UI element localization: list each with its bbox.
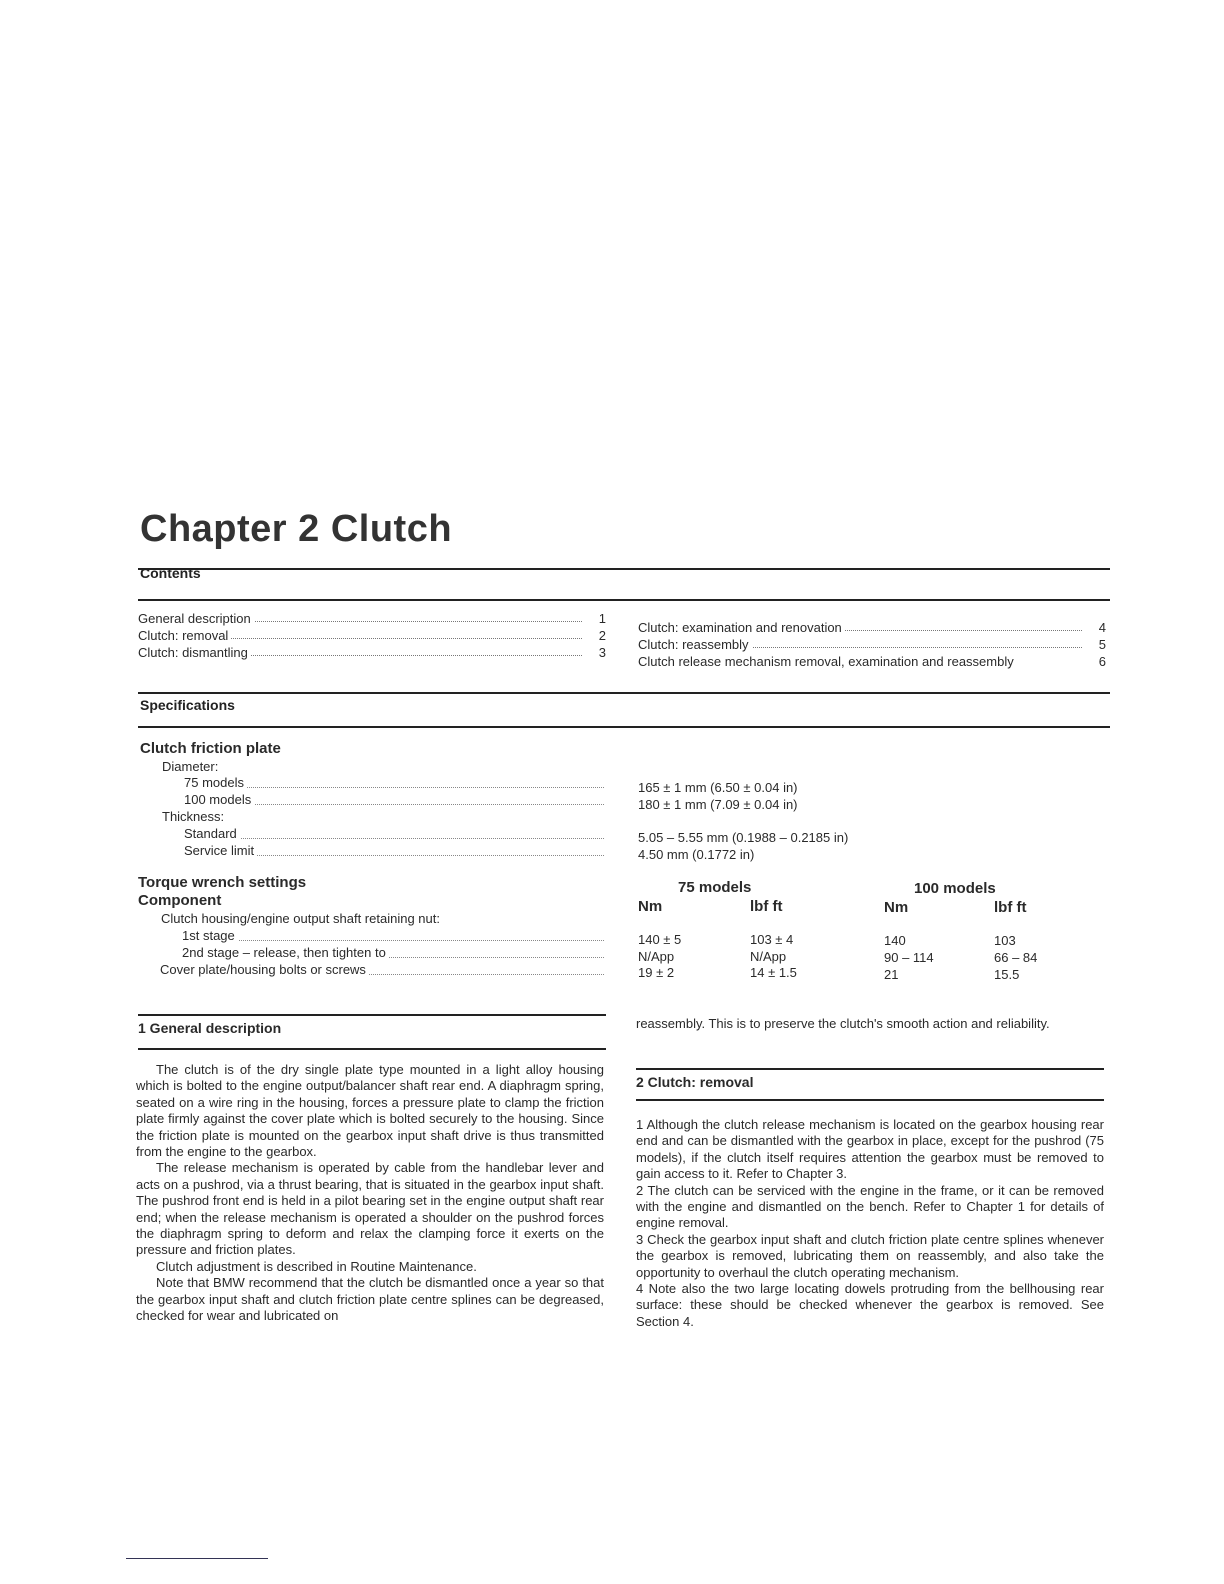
section1-continuation (636, 1016, 1104, 1032)
service-limit-value: 4.50 mm (0.1772 in) (638, 847, 755, 862)
diameter-100-value: 180 ± 1 mm (7.09 ± 0.04 in) (638, 797, 798, 812)
torque-cell: 103 (994, 933, 1016, 948)
section1-paragraph: The release mechanism is operated by cable from the handlebar lever and acts on a pushrod, via a thrust bearing, that is situated in the gearbox input shaft. The pushrod front end is held in a pilot bearing set in the engine output shaft rear end; when the release mechanism is operated a shoulder on the pushrod forces the diaphragm spring to deform and relax the clamping force it exerts on the pressure and friction plates. (136, 1160, 604, 1258)
section1-paragraph-cont: reassembly. This is to preserve the clutch's smooth action and reliability. (636, 1016, 1050, 1031)
toc-item-clutch-dismantling[interactable]: Clutch: dismantling 3 (138, 645, 606, 660)
stage1-label: 1st stage (182, 928, 238, 944)
nm-100-header: Nm (884, 899, 909, 916)
lbfft-100-header: lbf ft (994, 899, 1027, 916)
section1-paragraph: Clutch adjustment is described in Routine Maintenance. (156, 1258, 477, 1274)
component-heading: Component (138, 892, 222, 909)
models-75-heading: 75 models (678, 879, 752, 896)
torque-cell: 140 ± 5 (638, 932, 682, 947)
section1-body (136, 1062, 604, 1325)
section2-paragraph: 1 Although the clutch release mechanism is located on the gearbox housing rear end and can be dismantled with the gearbox in place, except for the pushrod (75 models), if the clutch itself requires attention the gearbox must be removed to gain access to it. Refer to Chapter 3. (636, 1117, 1104, 1182)
toc-item-reassembly[interactable]: Clutch: reassembly 5 (638, 637, 1106, 652)
lbfft-75-header: lbf ft (750, 898, 783, 915)
nm-75-header: Nm (638, 898, 663, 915)
section1-paragraph: The clutch is of the dry single plate type mounted in a light alloy housing which is bolted to the engine output/balancer shaft rear end. A diaphragm spring, seated on a wire ring in the housing, forces a pressure plate to clamp the friction plate firmly against the cover plate which is bolted securely to the housing. Since the friction plate is mounted on the gearbox input shaft drive is thus transmitted from the engine to the gearbox. (136, 1062, 604, 1160)
diameter-100-label: 100 models (184, 792, 254, 808)
torque-cell: 15.5 (994, 967, 1020, 982)
specs-heading: Specifications (140, 697, 235, 713)
service-limit-label: Service limit (184, 843, 257, 859)
torque-cell: N/App (638, 949, 675, 964)
section1-paragraph: Note that BMW recommend that the clutch be dismantled once a year so that the gearbox input shaft and clutch friction plate centre splines can be degreased, checked for wear and lubricated on (136, 1275, 604, 1324)
diameter-75-label: 75 models (184, 775, 247, 791)
specs-top-rule (138, 692, 1110, 694)
torque-heading: Torque wrench settings (138, 874, 307, 891)
section2-paragraph: 2 The clutch can be serviced with the engine in the frame, or it can be removed with the engine and dismantled on the bench. Refer to Chapter 1 for details of engine removal. (636, 1182, 1104, 1231)
torque-cell: 66 – 84 (994, 950, 1038, 965)
friction-plate-heading: Clutch friction plate (140, 740, 281, 757)
torque-cell: 140 (884, 933, 906, 948)
contents-rule (138, 599, 1110, 601)
section2-heading: 2 Clutch: removal (636, 1074, 754, 1090)
diameter-75-value: 165 ± 1 mm (6.50 ± 0.04 in) (638, 780, 798, 795)
contents-heading: Contents (140, 565, 201, 581)
section2-paragraph: 3 Check the gearbox input shaft and clutch friction plate centre splines whenever the gearbox is removed, lubricating them on reassembly, and also take the opportunity to overhaul the clutch operating mechanism. (636, 1231, 1104, 1280)
section2-rule (636, 1099, 1104, 1101)
standard-value: 5.05 – 5.55 mm (0.1988 – 0.2185 in) (638, 830, 849, 845)
section1-rule (138, 1048, 606, 1050)
section2-body (636, 1117, 1104, 1330)
torque-cell: N/App (750, 949, 787, 964)
torque-cell: 103 ± 4 (750, 932, 794, 947)
section2-top-rule (636, 1068, 1104, 1070)
toc-item-release-mechanism[interactable]: Clutch release mechanism removal, examination and reassembly 6 (638, 654, 1106, 669)
specs-rule (138, 726, 1110, 728)
toc-item-clutch-removal[interactable]: Clutch: removal 2 (138, 628, 606, 643)
footer-rule (126, 1558, 268, 1559)
toc-item-examination[interactable]: Clutch: examination and renovation 4 (638, 620, 1106, 635)
housing-nut-label: Clutch housing/engine output shaft retaining nut: (161, 911, 440, 926)
torque-cell: 90 – 114 (884, 950, 934, 965)
cover-plate-label: Cover plate/housing bolts or screws (160, 962, 369, 978)
section1-top-rule (138, 1014, 606, 1016)
stage2-label: 2nd stage – release, then tighten to (182, 945, 389, 961)
torque-cell: 19 ± 2 (638, 965, 675, 980)
section1-heading: 1 General description (138, 1020, 282, 1036)
title-rule (138, 568, 1110, 570)
torque-cell: 21 (884, 967, 899, 982)
standard-label: Standard (184, 826, 240, 842)
section2-paragraph: 4 Note also the two large locating dowels protruding from the bellhousing rear surface: these should be checked whenever the gearbox is removed. See Section 4. (636, 1281, 1104, 1329)
diameter-label: Diameter: (162, 759, 219, 774)
torque-cell: 14 ± 1.5 (750, 965, 797, 980)
chapter-title: Chapter 2 Clutch (140, 508, 453, 550)
thickness-label: Thickness: (162, 809, 225, 824)
toc-item-general-description[interactable]: General description 1 (138, 611, 606, 626)
models-100-heading: 100 models (914, 880, 996, 897)
